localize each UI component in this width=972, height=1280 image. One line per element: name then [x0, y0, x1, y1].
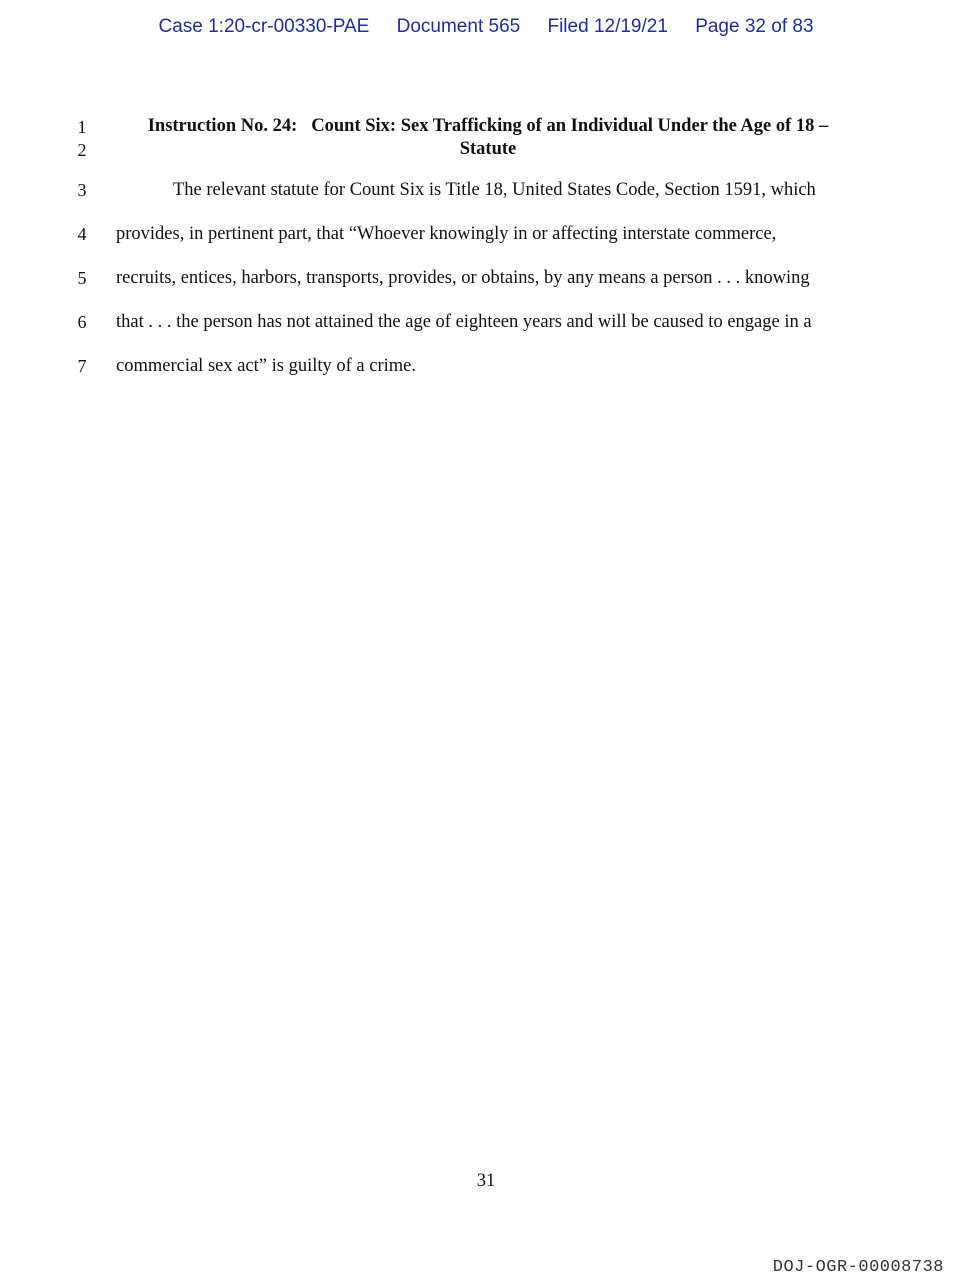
line-number: 5: [77, 268, 87, 288]
bates-number: DOJ-OGR-00008738: [772, 1258, 944, 1277]
body-line: that . . . the person has not attained the age of eighteen years and will be caused to engage in a: [116, 312, 812, 332]
heading-line-1: [120, 115, 856, 138]
line-number: 4: [77, 224, 87, 244]
instruction-heading: [120, 115, 856, 161]
instruction-number: Instruction No. 24:: [147, 116, 298, 136]
ecf-filing-header: [0, 16, 972, 38]
line-number: 2: [77, 140, 87, 160]
heading-line-2: Statute: [459, 139, 517, 159]
line-number: 7: [77, 356, 87, 376]
body-line: commercial sex act” is guilty of a crime.: [116, 356, 416, 376]
instruction-title: Count Six: Sex Trafficking of an Individual Under the Age of 18 –: [311, 116, 829, 136]
body-line: The relevant statute for Count Six is Title 18, United States Code, Section 1591, which: [173, 180, 816, 200]
page-of-total: Page 32 of 83: [695, 16, 814, 37]
body-line: recruits, entices, harbors, transports, provides, or obtains, by any means a person . . . knowing: [116, 268, 810, 288]
filed-date: Filed 12/19/21: [547, 16, 668, 37]
body-line: provides, in pertinent part, that “Whoever knowingly in or affecting interstate commerce,: [116, 224, 777, 244]
line-number: 3: [77, 180, 87, 200]
line-number: 6: [77, 312, 87, 332]
document-number: Document 565: [396, 16, 521, 37]
case-number: Case 1:20-cr-00330-PAE: [158, 16, 370, 37]
line-number: 1: [77, 117, 87, 137]
page-number: 31: [476, 1171, 496, 1191]
